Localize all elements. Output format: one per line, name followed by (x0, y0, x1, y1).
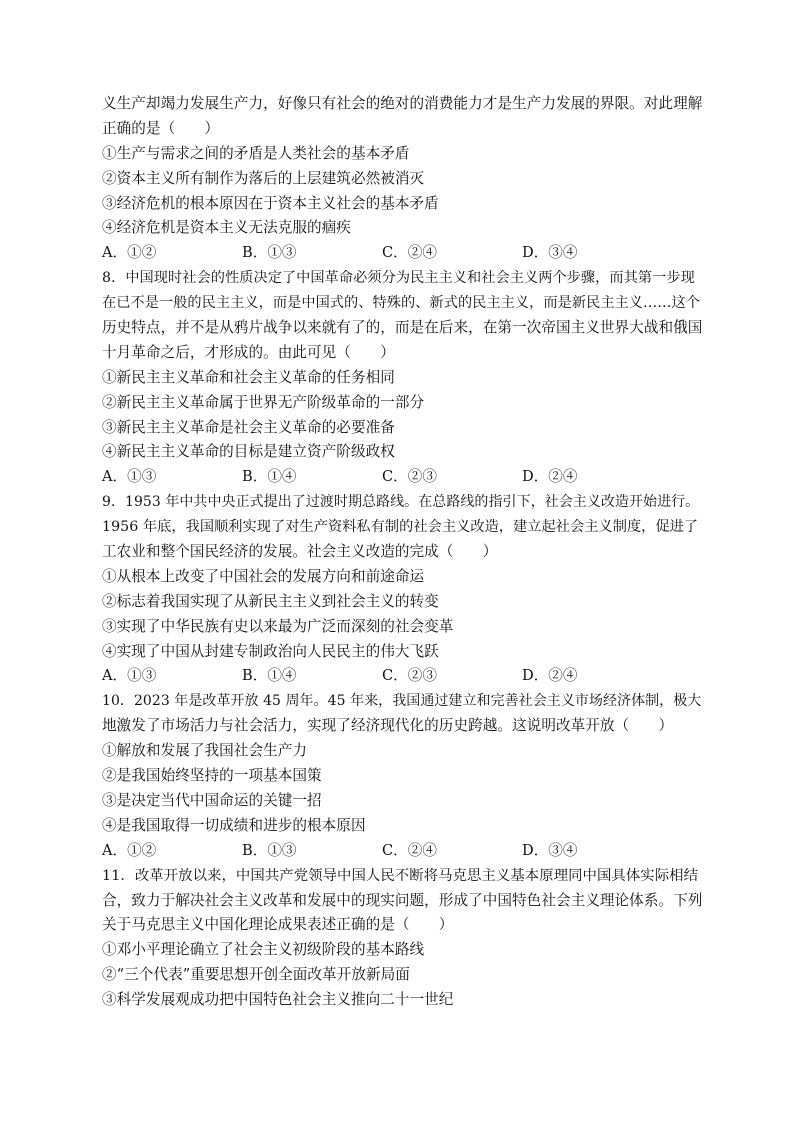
question-8 (102, 266, 703, 490)
question-stem-line: 正确的是（ ） (102, 119, 220, 137)
statement-item: ④是我国取得一切成绩和进步的根本原因 (102, 816, 366, 834)
option-a: A．①② (102, 841, 157, 859)
answer-options (102, 839, 688, 864)
question-stem-line: 十月革命之后，才形成的。由此可见（ ） (102, 343, 395, 361)
option-c: C．②③ (382, 468, 437, 486)
question-7 (102, 92, 703, 266)
question-stem-line: 9．1953 年中共中央正式提出了过渡时期总路线。在总路线的指引下，社会主义改造开始进行。 (102, 494, 700, 511)
question-stem-line: 10．2023 年是改革开放 45 周年。45 年来，我国通过建立和完善社会主义市场经济体制，极大 (102, 693, 702, 710)
answer-options (102, 664, 688, 689)
option-a: A．①② (102, 244, 157, 262)
statement-item: ③实现了中华民族有史以来最为广泛而深刻的社会变革 (102, 617, 454, 635)
statement-item: ④经济危机是资本主义无法克服的痼疾 (102, 219, 351, 237)
option-b: B．①③ (242, 841, 297, 859)
question-stem-line: 历史特点，并不是从鸦片战争以来就有了的，而是在后来，在第一次帝国主义世界大战和俄国 (102, 319, 703, 337)
statement-item: ①从根本上改变了中国社会的发展方向和前途命运 (102, 567, 425, 585)
statement-item: ④实现了中国从封建专制政治向人民民主的伟大飞跃 (102, 642, 439, 660)
statement-item: ①新民主主义革命和社会主义革命的任务相同 (102, 368, 395, 386)
option-c: C．②④ (382, 244, 437, 262)
question-9 (102, 490, 700, 689)
question-stem-line: 关于马克思主义中国化理论成果表述正确的是（ ） (102, 916, 454, 934)
option-d: D．②④ (522, 468, 578, 486)
option-b: B．①④ (242, 468, 297, 486)
statement-item: ③是决定当代中国命运的关键一招 (102, 791, 322, 809)
statement-item: ②是我国始终坚持的一项基本国策 (102, 767, 322, 785)
question-stem-line: 地激发了市场活力与社会活力，实现了经济现代化的历史跨越。这说明改革开放（ ） (102, 717, 674, 735)
statement-item: ②标志着我国实现了从新民主主义到社会主义的转变 (102, 592, 439, 610)
answer-options (102, 241, 688, 266)
question-stem-line: 8．中国现时社会的性质决定了中国革命必须分为民主主义和社会主义两个步骤，而其第一步现 (102, 270, 695, 287)
question-11 (102, 864, 703, 1013)
question-10 (102, 689, 702, 863)
statement-item: ①邓小平理论确立了社会主义初级阶段的基本路线 (102, 941, 425, 959)
statement-item: ②“三个代表”重要思想开创全面改革开放新局面 (102, 966, 410, 984)
option-c: C．②③ (382, 667, 437, 685)
question-stem-line: 工农业和整个国民经济的发展。社会主义改造的完成（ ） (102, 543, 498, 561)
option-d: D．③④ (522, 841, 578, 859)
option-c: C．②④ (382, 841, 437, 859)
option-b: B．①③ (242, 244, 297, 262)
option-a: A．①③ (102, 667, 157, 685)
option-b: B．①④ (242, 667, 297, 685)
question-stem-line: 在已不是一般的民主主义，而是中国式的、特殊的、新式的民主主义，而是新民主主义……这个 (102, 295, 700, 312)
statement-item: ③科学发展观成功把中国特色社会主义推向二十一世纪 (102, 991, 454, 1009)
statement-item: ②资本主义所有制作为落后的上层建筑必然被消灭 (102, 169, 425, 187)
statement-item: ④新民主主义革命的目标是建立资产阶级政权 (102, 443, 395, 461)
option-a: A．①③ (102, 468, 157, 486)
statement-item: ③新民主主义革命是社会主义革命的必要准备 (102, 418, 395, 436)
question-stem-line: 1956 年底，我国顺利实现了对生产资料私有制的社会主义改造，建立起社会主义制度，促进了 (102, 519, 699, 536)
question-stem-line: 合，致力于解决社会主义改革和发展中的现实问题，形成了中国特色社会主义理论体系。下列 (102, 891, 703, 909)
option-d: D．③④ (522, 244, 578, 262)
statement-item: ①生产与需求之间的矛盾是人类社会的基本矛盾 (102, 144, 410, 162)
question-stem-line: 11．改革开放以来，中国共产党领导中国人民不断将马克思主义基本原理同中国具体实际相结 (102, 867, 699, 884)
option-d: D．②④ (522, 667, 578, 685)
statement-item: ③经济危机的根本原因在于资本主义社会的基本矛盾 (102, 194, 439, 212)
answer-options (102, 465, 688, 490)
statement-item: ②新民主主义革命属于世界无产阶级革命的一部分 (102, 393, 425, 411)
exam-content (102, 92, 703, 1013)
question-stem-line: 义生产却竭力发展生产力，好像只有社会的绝对的消费能力才是生产力发展的界限。对此理解 (102, 95, 703, 112)
statement-item: ①解放和发展了我国社会生产力 (102, 742, 308, 760)
